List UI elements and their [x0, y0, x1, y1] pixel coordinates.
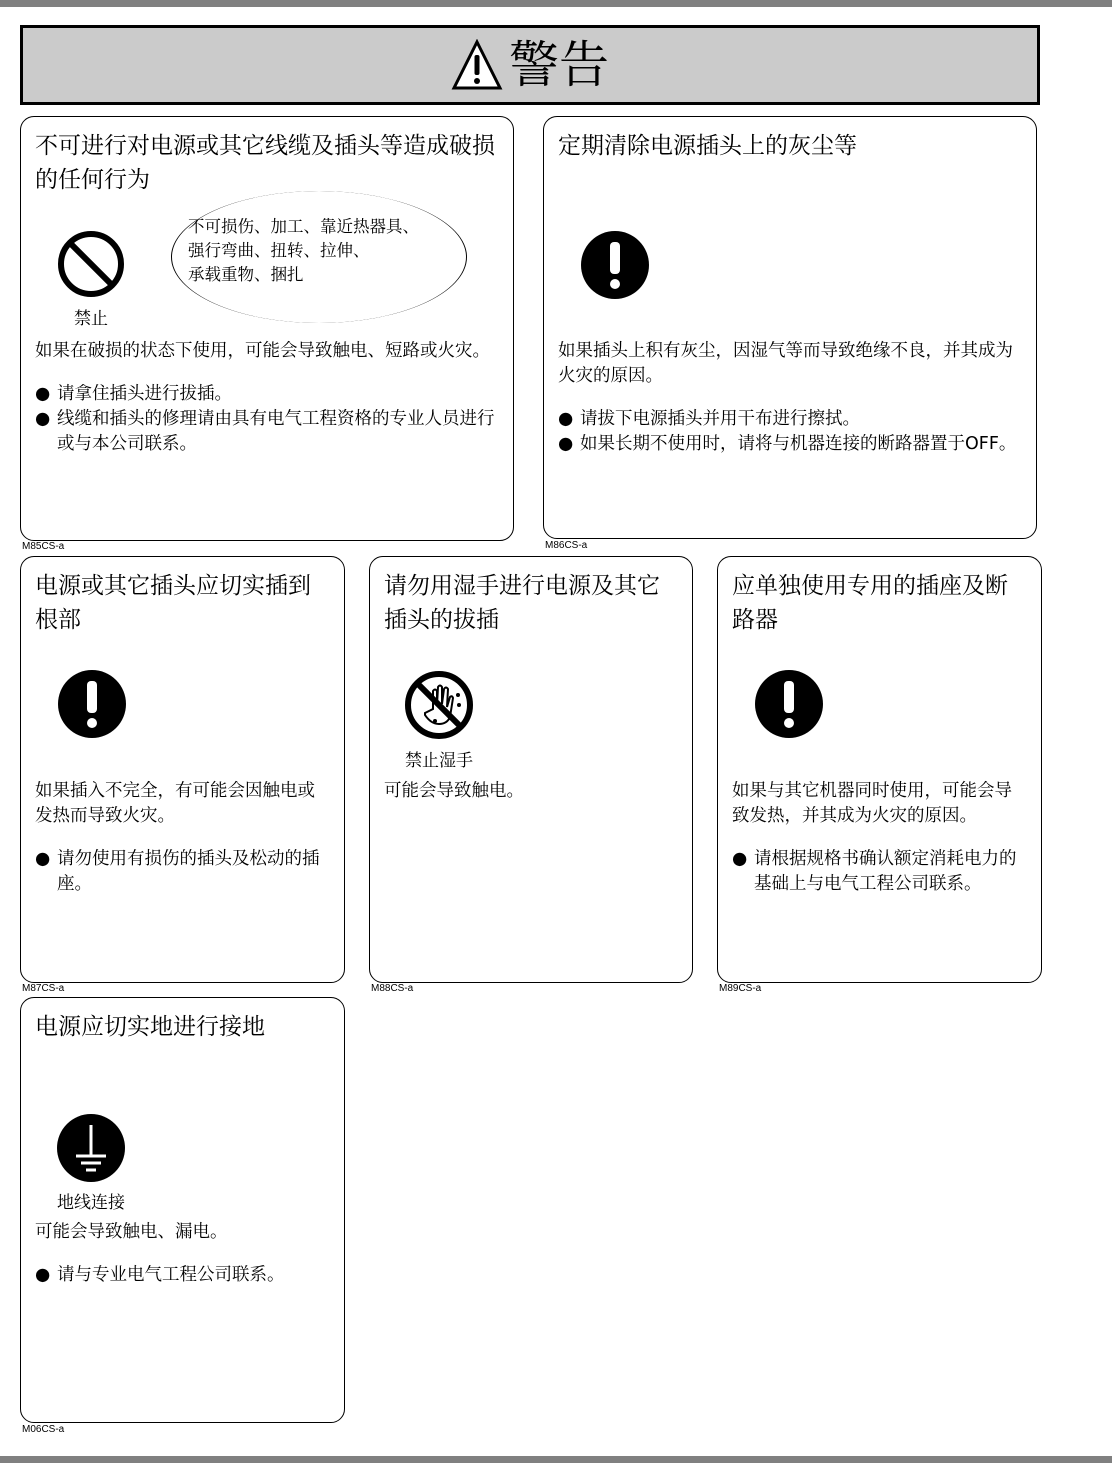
mandatory-exclamation-icon: [754, 669, 824, 739]
card-title: 应单独使用专用的插座及断路器: [732, 573, 1008, 633]
figure-code: M06CS-a: [22, 1424, 65, 1435]
prohibited-line: 承载重物、捆扎: [188, 265, 304, 284]
warning-card-damage: [20, 116, 514, 541]
icon-label: 禁止湿手: [405, 751, 473, 771]
prohibited-line: 不可损伤、加工、靠近热器具、: [188, 217, 419, 236]
figure-code: M85CS-a: [22, 541, 65, 552]
bullet-item: ● 请与专业电气工程公司联系。: [35, 1265, 285, 1285]
prohibited-icon-group: [51, 229, 131, 329]
card-body: 如果插头上积有灰尘，因湿气等而导致绝缘不良，并其成为火灾的原因。: [558, 341, 1013, 386]
figure-code: M88CS-a: [371, 983, 414, 994]
page-title: 警告: [509, 36, 609, 94]
icon-label: 地线连接: [57, 1193, 125, 1213]
figure-code: M86CS-a: [545, 540, 588, 551]
card-title: 不可进行对电源或其它线缆及插头等造成破损的任何行为: [35, 133, 495, 193]
bullet-item: ● 请拔下电源插头并用干布进行擦拭。: [558, 409, 860, 429]
bullet-item: ● 请根据规格书确认额定消耗电力的基础上与电气工程公司联系。: [732, 849, 1017, 894]
prohibited-actions: [171, 191, 467, 323]
card-body: 如果在破损的状态下使用，可能会导致触电、短路或火灾。: [35, 341, 490, 361]
bullet-item: ● 请拿住插头进行拔插。: [35, 384, 232, 404]
mandatory-exclamation-icon: [580, 230, 650, 300]
warning-card-wet-hands: [369, 556, 693, 983]
warning-card-dust: [543, 116, 1037, 539]
warning-card-grounding: [20, 997, 345, 1423]
wet-hands-icon-group: [394, 669, 484, 771]
figure-code: M89CS-a: [719, 983, 762, 994]
prohibited-icon: [56, 229, 126, 299]
bottom-bar: [0, 1456, 1112, 1463]
warning-header: [20, 25, 1040, 105]
card-body: 可能会导致触电、漏电。: [35, 1222, 228, 1242]
card-body: 如果插入不完全，有可能会因触电或发热而导致火灾。: [35, 781, 315, 826]
mandatory-exclamation-icon: [57, 669, 127, 739]
no-wet-hands-icon: [403, 669, 475, 741]
warning-card-plug-in: [20, 556, 345, 983]
icon-label: 禁止: [74, 309, 108, 329]
top-bar: [0, 0, 1112, 7]
ground-icon-group: [43, 1113, 139, 1213]
card-body: 如果与其它机器同时使用，可能会导致发热，并其成为火灾的原因。: [732, 781, 1012, 826]
bullet-item: ● 线缆和插头的修理请由具有电气工程资格的专业人员进行或与本公司联系。: [35, 409, 495, 454]
bullet-item: ● 请勿使用有损伤的插头及松动的插座。: [35, 849, 320, 894]
card-title: 电源应切实地进行接地: [35, 1014, 265, 1040]
card-title: 电源或其它插头应切实插到根部: [35, 573, 311, 633]
figure-code: M87CS-a: [22, 983, 65, 994]
bullet-item: ● 如果长期不使用时，请将与机器连接的断路器置于OFF。: [558, 434, 1017, 454]
ground-connection-icon: [56, 1113, 126, 1183]
prohibited-line: 强行弯曲、扭转、拉伸、: [188, 241, 370, 260]
card-body: 可能会导致触电。: [384, 781, 524, 801]
card-title: 请勿用湿手进行电源及其它插头的拔插: [384, 573, 660, 633]
card-title: 定期清除电源插头上的灰尘等: [558, 133, 857, 159]
warning-card-dedicated-outlet: [717, 556, 1042, 983]
warning-triangle-icon: [451, 39, 503, 91]
